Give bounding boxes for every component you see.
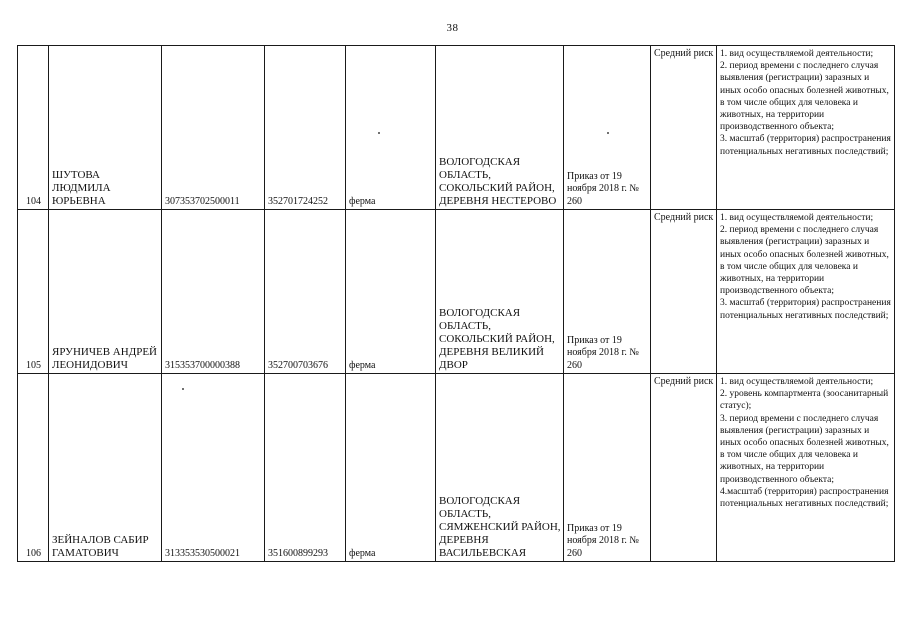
table-row	[18, 374, 895, 562]
owner-name-cell	[49, 46, 162, 210]
registry-table	[17, 45, 895, 562]
owner-name: ЯРУНИЧЕВ АНДРЕЙ ЛЕОНИДОВИЧ	[52, 346, 157, 371]
object-type-cell: ферма	[346, 46, 436, 210]
ogrn-cell: 313353530500021	[162, 374, 265, 562]
row-number: 104	[18, 46, 49, 210]
inn-cell: 351600899293	[265, 374, 346, 562]
inn-cell: 352701724252	[265, 46, 346, 210]
row-number: 106	[18, 374, 49, 562]
owner-name-cell	[49, 374, 162, 562]
row-number: 105	[18, 210, 49, 374]
ogrn-cell: 315353700000388	[162, 210, 265, 374]
risk-criteria: 1. вид осуществляемой деятельности; 2. период времени с последнего случая выявления (регистрации) заразных и иных особо опасных болезней животных, в том числе общих для человека и животных, на территории производственного объекта; 3. масштаб (территория) распространения потенциальных негативных последствий;	[720, 213, 891, 321]
criteria-cell	[717, 374, 895, 562]
address-cell	[436, 46, 564, 210]
address: ВОЛОГОДСКАЯ ОБЛАСТЬ, СОКОЛЬСКИЙ РАЙОН, ДЕРЕВНЯ ВЕЛИКИЙ ДВОР	[439, 307, 555, 371]
criteria-cell	[717, 46, 895, 210]
object-type-cell: ферма	[346, 210, 436, 374]
owner-name: ШУТОВА ЛЮДМИЛА ЮРЬЕВНА	[52, 169, 111, 207]
table-row	[18, 210, 895, 374]
address-cell	[436, 374, 564, 562]
risk-cell	[651, 46, 717, 210]
inn-cell: 352700703676	[265, 210, 346, 374]
risk-cell	[651, 374, 717, 562]
object-type-cell: ферма	[346, 374, 436, 562]
table-row	[18, 46, 895, 210]
risk-cell	[651, 210, 717, 374]
owner-name: ЗЕЙНАЛОВ САБИР ГАМАТОВИЧ	[52, 534, 149, 559]
address: ВОЛОГОДСКАЯ ОБЛАСТЬ, СОКОЛЬСКИЙ РАЙОН, ДЕРЕВНЯ НЕСТЕРОВО	[439, 156, 557, 207]
page-number: 38	[446, 22, 459, 34]
owner-name-cell	[49, 210, 162, 374]
risk-criteria: 1. вид осуществляемой деятельности; 2. уровень компартмента (зоосанитарный статус); 3. период времени с последнего случая выявления (регистрации) заразных и иных особо опасных болезней животных, в том числе общих для человека и животных, на территории производственного объекта; 4.масштаб (территория) распространения потенциальных негативных последствий;	[720, 377, 889, 510]
order-cell: Приказ от 19 ноября 2018 г. № 260	[564, 210, 651, 374]
address: ВОЛОГОДСКАЯ ОБЛАСТЬ, СЯМЖЕНСКИЙ РАЙОН, ДЕРЕВНЯ ВАСИЛЬЕВСКАЯ	[439, 495, 561, 559]
risk-criteria: 1. вид осуществляемой деятельности; 2. период времени с последнего случая выявления (регистрации) заразных и иных особо опасных болезней животных, в том числе общих для человека и животных, на территории производственного объекта; 3. масштаб (территория) распространения потенциальных негативных последствий;	[720, 49, 891, 157]
risk-category: Средний риск	[654, 376, 714, 387]
order-cell: Приказ от 19 ноября 2018 г. № 260	[564, 374, 651, 562]
criteria-cell	[717, 210, 895, 374]
risk-category: Средний риск	[654, 48, 714, 59]
risk-category: Средний риск	[654, 212, 714, 223]
ogrn-cell: 307353702500011	[162, 46, 265, 210]
address-cell	[436, 210, 564, 374]
order-cell: Приказ от 19 ноября 2018 г. № 260	[564, 46, 651, 210]
